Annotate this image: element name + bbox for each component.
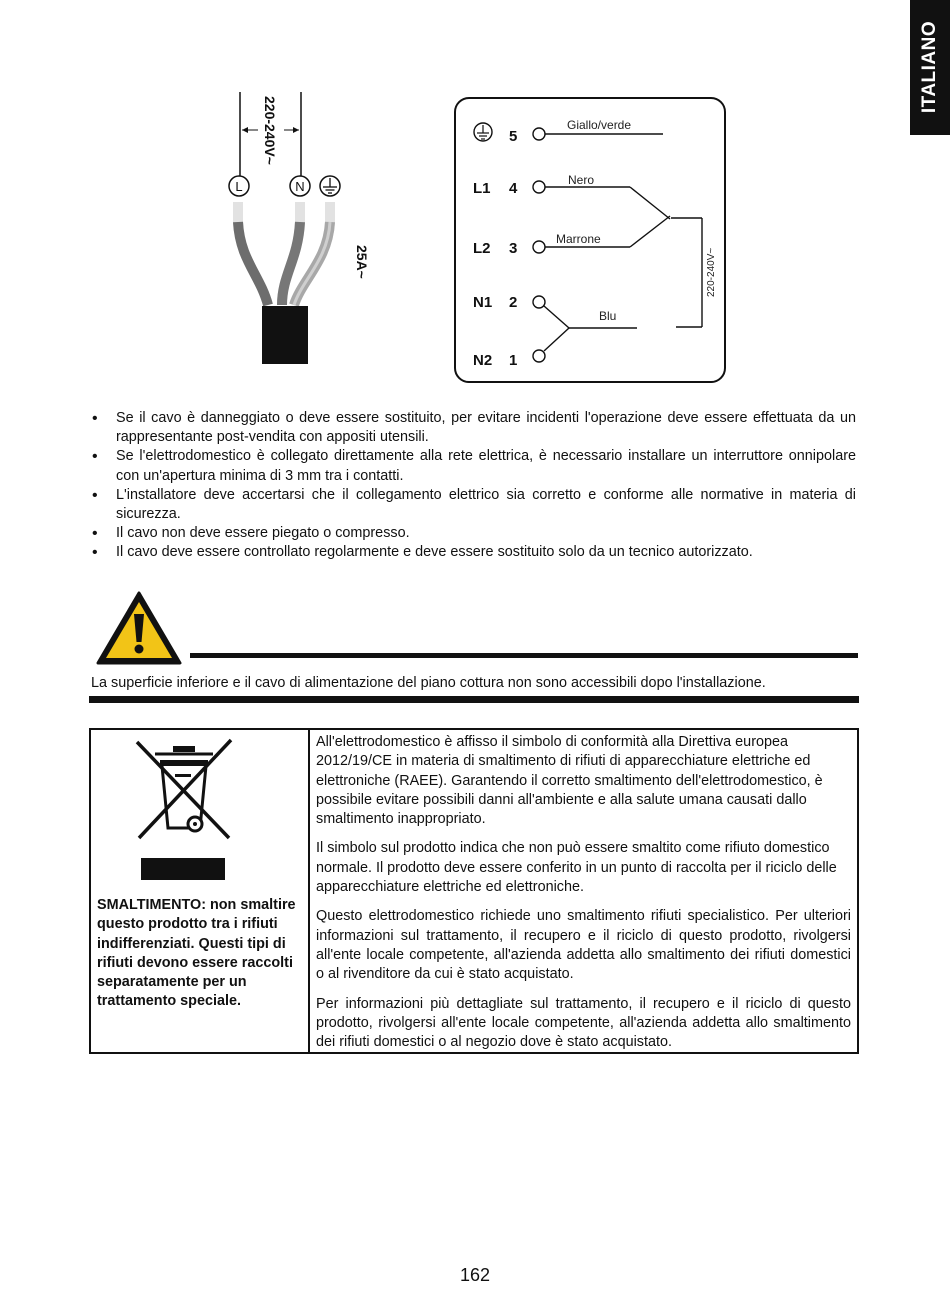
ground-icon (474, 123, 492, 141)
crossed-out-wheelie-bin-icon (129, 734, 239, 846)
section-divider (89, 696, 859, 703)
terminal-number-2: 2 (509, 294, 518, 311)
terminal-number-3: 3 (509, 240, 518, 257)
disposal-symbol-cell (91, 730, 310, 1052)
disposal-info-cell (310, 730, 857, 1052)
weee-underline-bar (141, 858, 225, 880)
terminal-number-4: 4 (509, 180, 518, 197)
terminal-label-n2: N2 (473, 352, 493, 369)
warning-triangle-icon (96, 590, 182, 666)
terminal-block-diagram (450, 92, 732, 388)
power-cable-diagram (190, 90, 390, 380)
terminal-voltage-label: 220-240V~ (706, 247, 717, 297)
language-tab-label: ITALIANO (919, 20, 940, 114)
page-number: 162 (459, 1265, 491, 1285)
disposal-paragraph: Per informazioni più dettagliate sul trattamento, il recupero e il riciclo di questo prodotto, rivolgersi all'ente locale competente, all'azienda addetta allo smaltimento dei rifiuti domestici o al negozio dove è stato acquistato. (316, 995, 851, 1051)
safety-bullet-list (92, 409, 856, 563)
cable-jacket (262, 306, 308, 364)
ground-icon (320, 176, 340, 196)
cable-wires (238, 202, 330, 305)
cable-voltage-label: 220-240V~ (262, 96, 278, 165)
terminal-l-label: L (235, 179, 243, 194)
wire-label-black: Nero (568, 173, 595, 187)
list-item: • L'installatore deve accertarsi che il collegamento elettrico sia corretto e conforme alle normative in materia di sicurezza. (92, 486, 856, 524)
terminal-label-l1: L1 (473, 180, 491, 197)
terminal-label-l2: L2 (473, 240, 491, 257)
wire-label-brown: Marrone (556, 232, 601, 246)
list-item: • Il cavo deve essere controllato regolarmente e deve essere sostituito solo da un tecnico autorizzato. (92, 543, 856, 562)
warning-text: La superficie inferiore e il cavo di alimentazione del piano cottura non sono accessibili dopo l'installazione. (91, 675, 766, 691)
warning-divider (190, 653, 858, 658)
cable-current-label: 25A~ (354, 245, 370, 279)
disposal-table (89, 728, 859, 1054)
disposal-paragraph: All'elettrodomestico è affisso il simbolo di conformità alla Direttiva europea 2012/19/CE in materia di smaltimento di rifiuti di apparecchiature elettriche ed elettroniche (RAEE). Garantendo il corretto smaltimento dell'elettrodomestico, è possibile evitare possibili danni all'ambiente e alla salute umana causati dallo smaltimento inappropriato. (316, 734, 823, 828)
list-item: • Il cavo non deve essere piegato o compresso. (92, 524, 856, 543)
wire-label-yellow-green: Giallo/verde (567, 118, 632, 132)
wire-label-blue: Blu (599, 309, 617, 323)
list-item: • Se l'elettrodomestico è collegato direttamente alla rete elettrica, è necessario installare un interruttore onnipolare con un'apertura minima di 3 mm tra i contatti. (92, 447, 856, 485)
disposal-paragraph: Il simbolo sul prodotto indica che non può essere smaltito come rifiuto domestico normale. Il prodotto deve essere conferito in un punto di raccolta per il riciclo delle apparecchiature elettriche ed elettroniche. (316, 840, 837, 896)
language-tab (910, 0, 950, 135)
terminal-number-1: 1 (509, 352, 518, 369)
disposal-paragraph: Questo elettrodomestico richiede uno smaltimento rifiuti specialistico. Per ulteriori informazioni sul trattamento, il recupero e il riciclo di questo prodotto, rivolgersi all'ente locale competente, all'azienda addetta allo smaltimento dei rifiuti domestici o al rivenditore da cui è stato acquistato. (316, 908, 851, 983)
list-item: • Se il cavo è danneggiato o deve essere sostituito, per evitare incidenti l'operazione deve essere effettuata da un rappresentante post-vendita con appositi utensili. (92, 409, 856, 447)
disposal-caption: SMALTIMENTO: non smaltire questo prodotto tra i rifiuti indifferenziati. Questi tipi di rifiuti devono essere raccolti separatamente per un trattamento speciale. (97, 897, 296, 1010)
terminal-label-n1: N1 (473, 294, 493, 311)
terminal-n-label: N (295, 179, 305, 194)
terminal-number-5: 5 (509, 128, 518, 145)
